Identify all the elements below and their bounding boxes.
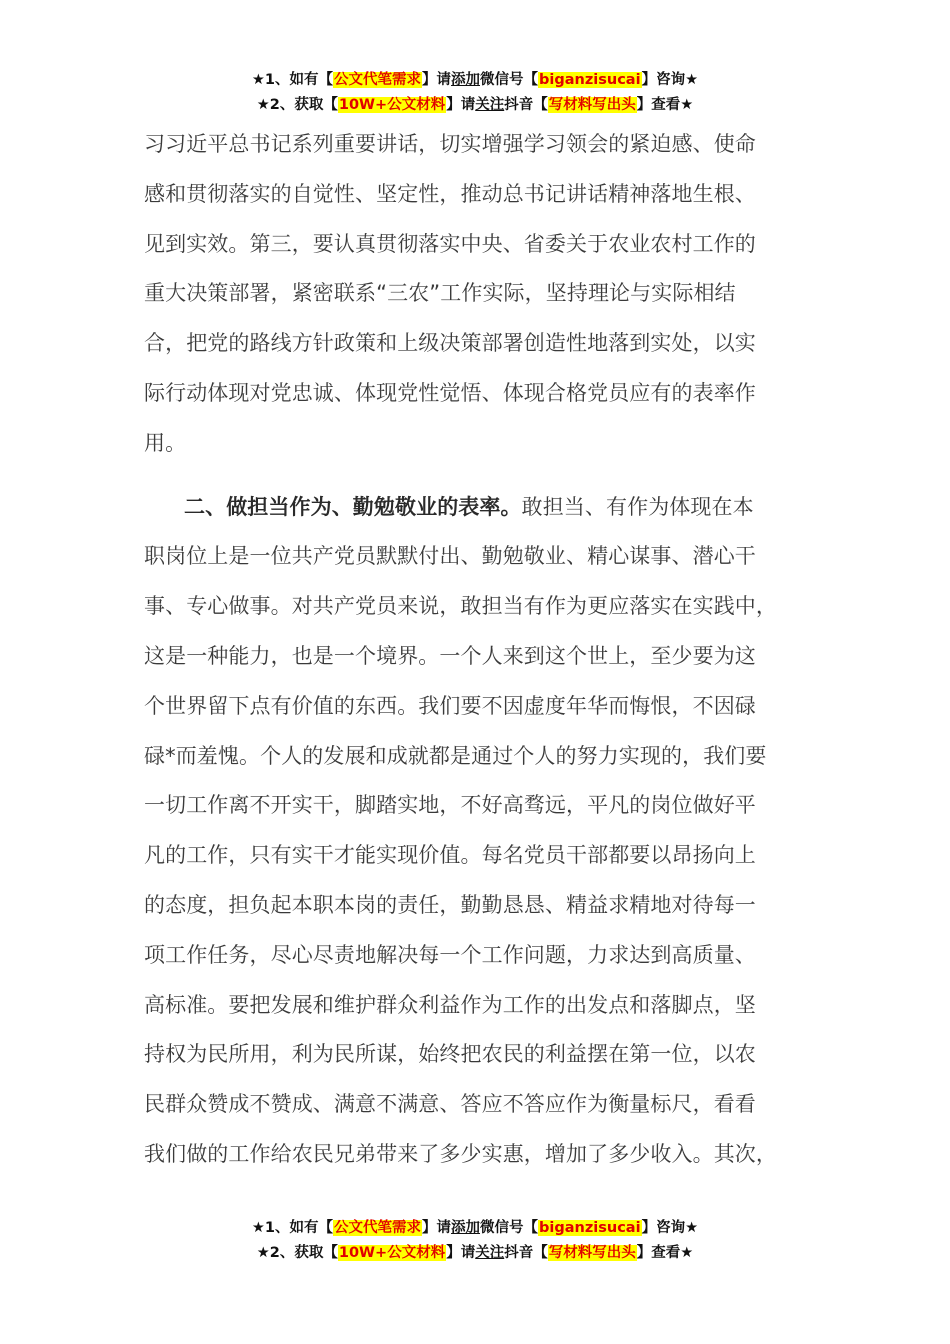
highlight-text: 写材料写出头	[548, 1245, 636, 1261]
banner-text: 】查看★	[636, 97, 694, 113]
text-line: 习习近平总书记系列重要讲话，切实增强学习领会的紧迫感、使命	[144, 132, 756, 156]
text-line: 我们做的工作给农民兄弟带来了多少实惠，增加了多少收入。其次，	[144, 1141, 777, 1166]
text-line: 一切工作离不开实干，脚踏实地，不好高骛远，平凡的岗位做好平	[144, 793, 756, 818]
text-line: 凡的工作，只有实干才能实现价值。每名党员干部都要以昂扬向上	[144, 843, 756, 868]
text-line: 项工作任务，尽心尽责地解决每一个工作问题，力求达到高质量、	[144, 942, 756, 967]
banner-line-1	[0, 1216, 950, 1241]
paragraph-1	[144, 120, 806, 469]
text-line: 高标准。要把发展和维护群众利益作为工作的出发点和落脚点，坚	[144, 992, 756, 1017]
text-line: 见到实效。第三，要认真贯彻落实中央、省委关于农业农村工作的	[144, 231, 756, 256]
banner-text: 抖音【	[504, 97, 548, 113]
text-line: 的态度，担负起本职本岗的责任，勤勤恳恳、精益求精地对待每一	[144, 892, 756, 917]
banner-text: 】咨询★	[641, 1220, 699, 1236]
highlight-text: 10W+公文材料	[338, 97, 446, 113]
banner-text: 微信号【	[480, 1220, 539, 1236]
banner-text: 】请	[422, 72, 452, 88]
text-line: 持权为民所用，利为民所谋，始终把农民的利益摆在第一位，以农	[144, 1042, 756, 1067]
paragraph-gap	[144, 469, 806, 483]
highlight-text: 写材料写出头	[548, 97, 636, 113]
banner-line-1	[0, 68, 950, 93]
banner-text: 】请	[446, 1245, 476, 1261]
banner-text: 】请	[422, 1220, 452, 1236]
text-line: 事、专心做事。对共产党员来说，敢担当有作为更应落实在实践中，	[144, 594, 777, 619]
text-line: 际行动体现对党忠诚、体现党性觉悟、体现合格党员应有的表率作	[144, 380, 756, 405]
banner-text: ★1、如有【	[251, 1220, 334, 1236]
banner-text: ★2、获取【	[256, 1245, 338, 1261]
banner-text: ★2、获取【	[256, 97, 338, 113]
text-line: 民群众赞成不赞成、满意不满意、答应不答应作为衡量标尺，看看	[144, 1092, 756, 1117]
underlined-text: 关注	[475, 1245, 505, 1261]
highlight-text: biganzisucai	[539, 1220, 641, 1236]
highlight-text: 10W+公文材料	[338, 1245, 446, 1261]
footer-banner	[0, 1216, 950, 1266]
banner-text: 抖音【	[504, 1245, 548, 1261]
text-line: 职岗位上是一位共产党员默默付出、勤勉敬业、精心谋事、潜心干	[144, 544, 756, 569]
banner-text: 微信号【	[480, 72, 539, 88]
underlined-text: 关注	[475, 97, 505, 113]
highlight-text: 公文代笔需求	[334, 72, 422, 88]
underlined-text: 添加	[451, 1220, 481, 1236]
banner-line-2	[0, 93, 950, 118]
text-line: 感和贯彻落实的自觉性、坚定性，推动总书记讲话精神落地生根、	[144, 181, 756, 206]
document-body	[144, 120, 806, 1180]
banner-text: 】请	[446, 97, 476, 113]
text-line: 这是一种能力，也是一个境界。一个人来到这个世上，至少要为这	[144, 643, 756, 668]
underlined-text: 添加	[451, 72, 481, 88]
highlight-text: 公文代笔需求	[334, 1220, 422, 1236]
banner-text: 】查看★	[636, 1245, 694, 1261]
paragraph-2	[144, 483, 806, 1180]
text-line: 用。	[144, 430, 187, 455]
text-line: 合，把党的路线方针政策和上级决策部署创造性地落到实处，以实	[144, 331, 756, 356]
text-line: 重大决策部署，紧密联系“三农”工作实际，坚持理论与实际相结	[144, 281, 736, 306]
text-line: 碌*而羞愧。个人的发展和成就都是通过个人的努力实现的，我们要	[144, 743, 767, 768]
banner-line-2	[0, 1241, 950, 1266]
text-line-first	[144, 483, 806, 533]
banner-text: ★1、如有【	[251, 72, 334, 88]
text-run: 敢担当、有作为体现在本	[521, 494, 754, 519]
section-heading: 二、做担当作为、勤勉敬业的表率。	[184, 494, 522, 519]
highlight-text: biganzisucai	[539, 72, 641, 88]
text-line: 个世界留下点有价值的东西。我们要不因虚度年华而悔恨，不因碌	[144, 693, 756, 718]
header-banner	[0, 68, 950, 118]
banner-text: 】咨询★	[641, 72, 699, 88]
